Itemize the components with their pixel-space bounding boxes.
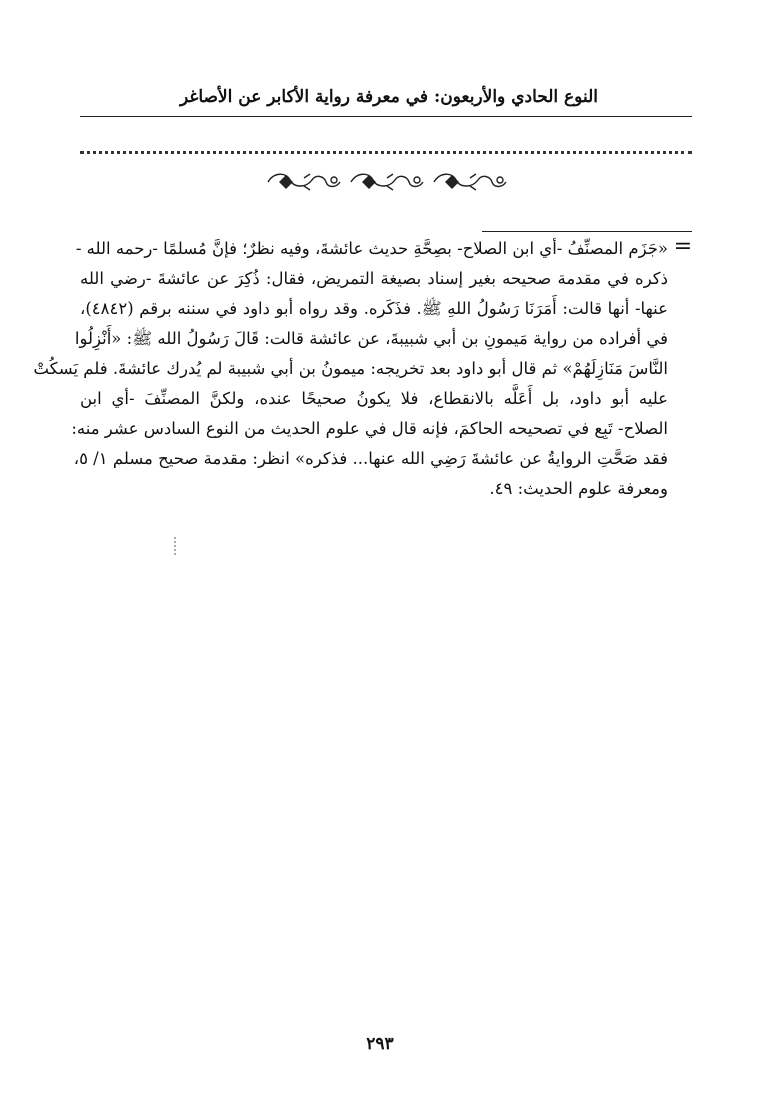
footnote-line-4: في أفراده من رواية مَيمونِ بن أبي شبيبةَ، عن عائشة قالت: قَالَ رَسُولُ الله ﷺ: «أَنْزِلُوا: [74, 329, 668, 348]
dotted-separator: [80, 151, 692, 154]
ornament-unit-2: [351, 174, 423, 190]
footnote-line-6: عليه أبو داود، بل أَعَلَّه بالانقطاع، فلا يكونُ صحيحًا عنده، ولكنَّ المصنِّفَ -أي ابن: [80, 389, 668, 408]
footnote-line-1: «جَزَم المصنِّفُ -أي ابن الصلاح- بصِحَّةِ حديث عائشةَ، وفيه نظرٌ؛ فإنَّ مُسلمًا -رحمه الله -: [75, 239, 668, 258]
footnote-line-3: عنها- أنها قالت: أَمَرَنَا رَسُولُ اللهِ ﷺ. فذَكَره. وقد رواه أبو داود في سننه برقم (٤٨٤٢)،: [80, 299, 668, 318]
footnote-line-8: فقد صَحَّتِ الروايةُ عن عائشةَ رَضِي الله عنها... فذكره» انظر: مقدمة صحيح مسلم ١/ ٥،: [73, 449, 668, 468]
footnote-line-7: الصلاح- تَبِع في تصحيحه الحاكمَ، فإنه قال في علوم الحديث من النوع السادس عشر منه:: [71, 419, 668, 438]
footnote-line-5: النَّاسَ مَنَازِلَهُمْ» ثم قال أبو داود بعد تخريجه: ميمونُ بن أبي شبيبة لم يُدرك عائشةَ. فلم يَسكُتْ: [33, 359, 668, 378]
footnote-line-9: ومعرفة علوم الحديث: ٤٩.: [489, 479, 668, 498]
header-rule: [80, 116, 692, 117]
footnote-continuation-mark: =: [673, 234, 693, 259]
footnote-line-2: ذكره في مقدمة صحيحه بغير إسناد بصيغة التمريض، فقال: ذُكِرَ عن عائشةَ -رضي الله: [80, 269, 668, 288]
running-head: النوع الحادي والأربعون: في معرفة رواية الأكابر عن الأصاغر: [180, 87, 598, 107]
ornament-unit-3: [434, 174, 506, 190]
ornament-unit-1: [268, 174, 340, 190]
footnote-text: [33, 234, 668, 504]
floral-ornament-icon: [260, 168, 510, 194]
scan-artifact: [174, 537, 180, 555]
footnote-rule: [482, 231, 692, 232]
page-number: ٢٩٣: [366, 1034, 394, 1054]
